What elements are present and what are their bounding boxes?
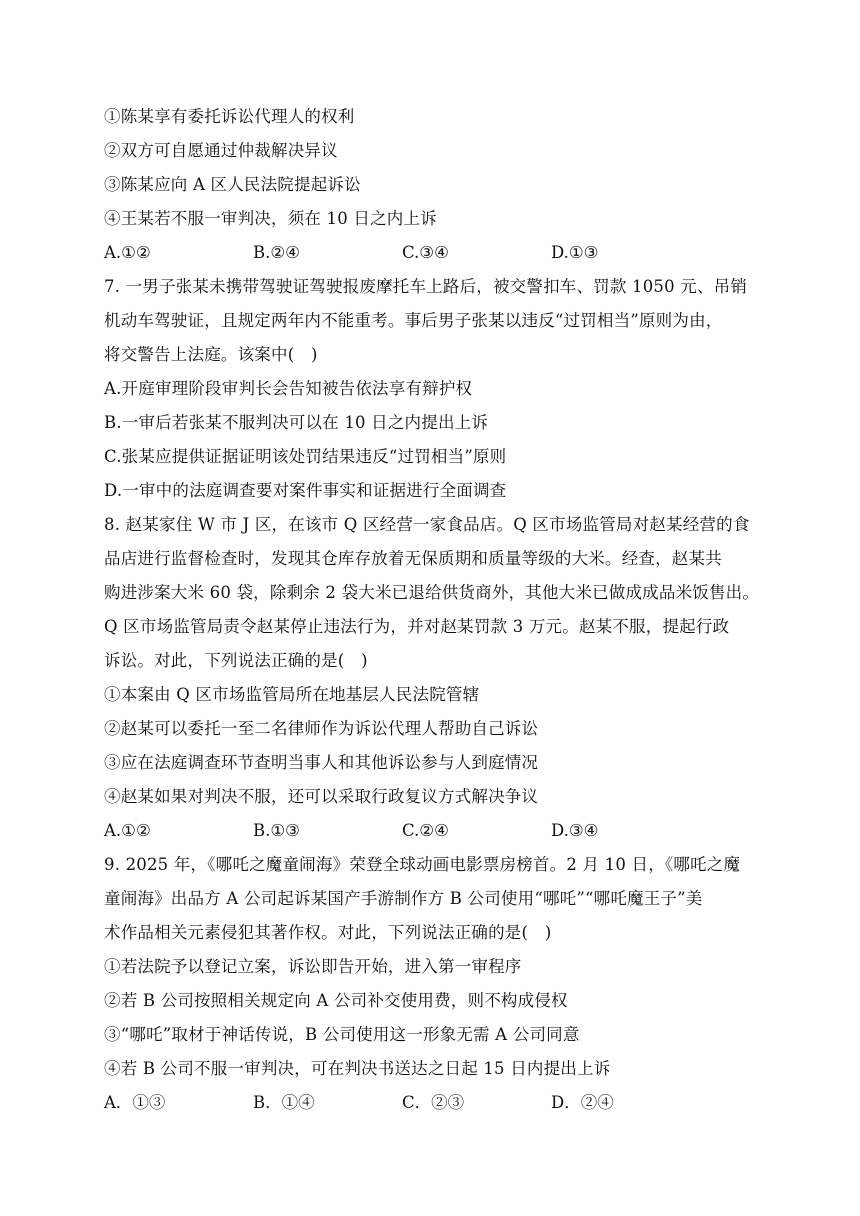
stem-line: 术作品相关元素侵犯其著作权。对此，下列说法正确的是( ) <box>104 923 552 942</box>
question-7-stem <box>104 270 764 372</box>
statement-4: ④赵某如果对判决不服，还可以采取行政复议方式解决争议 <box>104 787 539 806</box>
choice-a: A.开庭审理阶段审判长会告知被告依法享有辩护权 <box>104 379 473 398</box>
option-d: D.①③ <box>551 243 599 262</box>
option-a: A.①② <box>104 821 151 840</box>
stem-line: Q 区市场监管局责令赵某停止违法行为，并对赵某罚款 3 万元。赵某不服，提起行政 <box>104 617 730 636</box>
statement-4: ④若 B 公司不服一审判决，可在判决书送达之日起 15 日内提出上诉 <box>104 1059 611 1078</box>
stem-line: 诉讼。对此，下列说法正确的是( ) <box>104 651 368 670</box>
question-8-stem <box>104 508 764 678</box>
stem-line: 7. 一男子张某未携带驾驶证驾驶报废摩托车上路后，被交警扣车、罚款 1050 元、吊销 <box>104 277 748 296</box>
question-8-options <box>104 814 764 848</box>
choice-d: D.一审中的法庭调查要对案件事实和证据进行全面调查 <box>104 481 507 500</box>
question-6-options <box>104 236 764 270</box>
question-9-statements <box>104 950 764 1086</box>
option-b: B.②④ <box>253 243 300 262</box>
question-6-statements <box>104 100 764 236</box>
option-c: C.③④ <box>402 243 449 262</box>
statement-2: ②若 B 公司按照相关规定向 A 公司补交使用费，则不构成侵权 <box>104 991 568 1010</box>
stem-line: 购进涉案大米 60 袋，除剩余 2 袋大米已退给供货商外，其他大米已做成成品米饭售出。 <box>104 583 760 602</box>
statement-1: ①陈某享有委托诉讼代理人的权利 <box>104 107 355 126</box>
question-9-options <box>104 1086 764 1120</box>
stem-line: 机动车驾驶证，且规定两年内不能重考。事后男子张某以违反“过罚相当”原则为由， <box>104 311 723 330</box>
choice-c: C.张某应提供证据证明该处罚结果违反“过罚相当”原则 <box>104 447 507 466</box>
option-c: C．②③ <box>402 1093 465 1112</box>
statement-1: ①若法院予以登记立案，诉讼即告开始，进入第一审程序 <box>104 957 522 976</box>
statement-2: ②双方可自愿通过仲裁解决异议 <box>104 141 338 160</box>
statement-4: ④王某若不服一审判决，须在 10 日之内上诉 <box>104 209 437 228</box>
option-b: B.①③ <box>253 821 300 840</box>
option-d: D.③④ <box>551 821 599 840</box>
option-c: C.②④ <box>402 821 449 840</box>
option-d: D．②④ <box>551 1093 614 1112</box>
stem-line: 8. 赵某家住 W 市 J 区，在该市 Q 区经营一家食品店。Q 区市场监管局对赵某经营的食 <box>104 515 750 534</box>
option-a: A.①② <box>104 243 151 262</box>
statement-2: ②赵某可以委托一至二名律师作为诉讼代理人帮助自己诉讼 <box>104 719 539 738</box>
statement-3: ③陈某应向 A 区人民法院提起诉讼 <box>104 175 361 194</box>
question-8-statements <box>104 678 764 814</box>
stem-line: 童闹海》出品方 A 公司起诉某国产手游制作方 B 公司使用“哪吒”“哪吒魔王子”美 <box>104 889 703 908</box>
stem-line: 9. 2025 年，《哪吒之魔童闹海》荣登全球动画电影票房榜首。2 月 10 日，《哪吒之魔 <box>104 855 741 874</box>
statement-3: ③应在法庭调查环节查明当事人和其他诉讼参与人到庭情况 <box>104 753 539 772</box>
stem-line: 将交警告上法庭。该案中( ) <box>104 345 318 364</box>
question-9-stem <box>104 848 764 950</box>
question-7-choices <box>104 372 764 508</box>
option-a: A．①③ <box>104 1093 166 1112</box>
stem-line: 品店进行监督检查时，发现其仓库存放着无保质期和质量等级的大米。经查，赵某共 <box>104 549 722 568</box>
choice-b: B.一审后若张某不服判决可以在 10 日之内提出上诉 <box>104 413 489 432</box>
option-b: B．①④ <box>253 1093 315 1112</box>
statement-1: ①本案由 Q 区市场监管局所在地基层人民法院管辖 <box>104 685 480 704</box>
statement-3: ③“哪吒”取材于神话传说，B 公司使用这一形象无需 A 公司同意 <box>104 1025 580 1044</box>
